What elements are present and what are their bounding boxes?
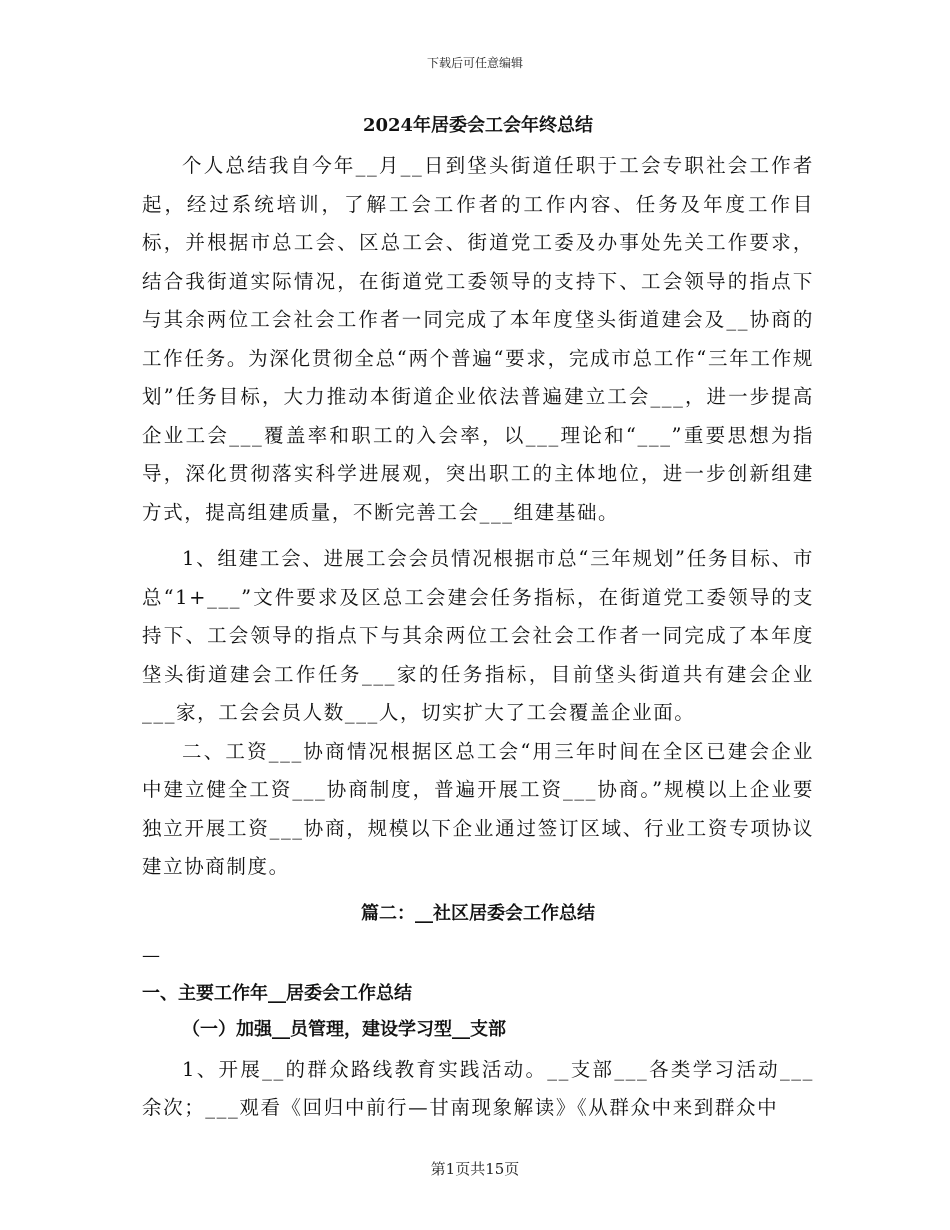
document-title: 2024年居委会工会年终总结 [362, 115, 594, 136]
paragraph-intro: 个人总结我自今年__月__日到垡头街道任职于工会专职社会工作者起，经过系统培训，了解工会工作者的工作内容、任务及年度工作目标，并根据市总工会、区总工会、街道党工委及办事处先关工作要求，结合我街道实际情况，在街道党工委领导的支持下、工会领导的指点下与其余两位工会社会工作者一同完成了本年度垡头街道建会及__协商的工作任务。为深化贯彻全总“两个普遍“要求，完成市总工作“三年工作规划”任务目标，大力推动本街道企业依法普遍建立工会___，进一步提高企业工会___覆盖率和职工的入会率，以___理论和“___”重要思想为指导，深化贯彻落实科学进展观，突出职工的主体地位，进一步创新组建方式，提高组建质量，不断完善工会___组建基础。 [142, 154, 814, 524]
dash-mark: — [142, 944, 160, 966]
document-body [142, 113, 814, 1128]
sub-subsection-heading: （一）加强__员管理，建设学习型__支部 [182, 1018, 506, 1040]
paragraph-union-building: 1、组建工会、进展工会会员情况根据市总“三年规划”任务目标、市总“1+___”文件要求及区总工会建会任务指标，在街道党工委领导的支持下、工会领导的指点下与其余两位工会社会工作者一同完成了本年度垡头街道建会工作任务___家的任务指标，目前垡头街道共有建会企业___家，工会会员人数___人，切实扩大了工会覆盖企业面。 [142, 547, 814, 724]
section-heading: 篇二：__社区居委会工作总结 [361, 902, 595, 924]
paragraph-wage-negotiation: 二、工资___协商情况根据区总工会“用三年时间在全区已建会企业中建立健全工资___协商制度，普遍开展工资___协商。”规模以上企业要独立开展工资___协商，规模以下企业通过签订区域、行业工资专项协议建立协商制度。 [142, 739, 814, 878]
page-footer-number: 第1页共15页 [430, 1160, 520, 1178]
subsection-heading: 一、主要工作年__居委会工作总结 [142, 982, 412, 1004]
page-header-note: 下载后可任意编辑 [426, 56, 523, 70]
paragraph-activities: 1、开展__的群众路线教育实践活动。__支部___各类学习活动___余次；___观看《回归中前行—甘南现象解读》《从群众中来到群众中 [142, 1057, 814, 1119]
